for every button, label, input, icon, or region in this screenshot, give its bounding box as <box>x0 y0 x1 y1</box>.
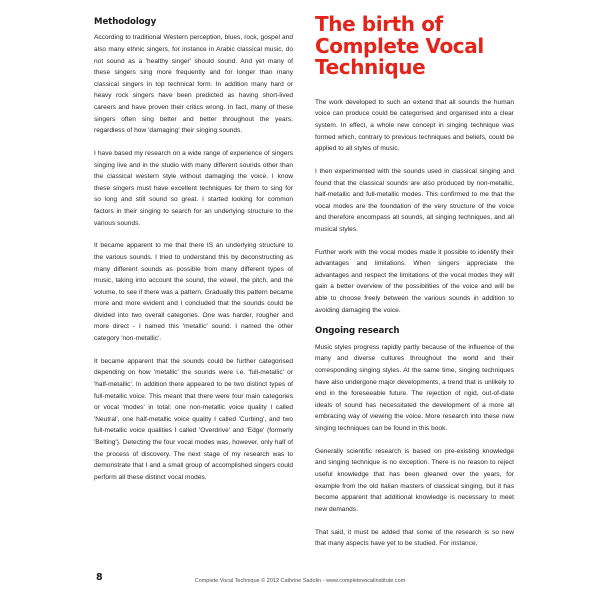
paragraph: Music styles progress rapidly partly because of the influence of the many and diverse cultures throughout the world and their corresponding singing styles. At the same time, singing techniques have also undergone major developments, a trend that is unlikely to end in the foreseeable future. The rejection of rigid, out-of-date ideals of sound has necessitated the development of a more all embracing way of viewing the voice. More research into these new singing techniques can be found in this book. <box>315 343 514 433</box>
paragraph: It became apparent to me that there IS an underlying structure to the various sounds. I tried to understand this by deconstructing as many different sounds as possible from many different types of music, taking into account the sound, the vowel, the pitch, and the volume, to see if there was a pattern. Gradually this pattern became more and more evident and I concluded that the sounds could be divided into two overall categories. One was harder, rougher and more direct - I named this 'metallic' sound. I named the other category 'non-metallic'. <box>94 242 293 343</box>
page-footer <box>0 572 600 592</box>
heading-methodology: Methodology <box>94 17 157 27</box>
page-number: 8 <box>96 572 103 583</box>
right-column <box>315 14 514 550</box>
paragraph: I then experimented with the sounds used in classical singing and found that the classical sounds are also produced by non-metallic, half-metallic and full-metallic modes. This confirmed to me that the vocal modes are the foundation of the very structure of the voice and therefore encompass all sounds, all singing techniques, and all musical styles. <box>315 167 514 233</box>
left-column <box>94 14 293 550</box>
paragraph: According to traditional Western perception, blues, rock, gospel and also many ethnic singers, for instance in Arabic classical music, do not sound as a 'healthy singer' should sound. And yet many of these singers sing more frequently and for longer than many classical singers in top technical form. In addition many hard or heavy rock singers have been predicted as having short-lived careers and have proven their critics wrong. In fact, many of these singers often sing better and better throughout the years, regardless of how 'damaging' their singing sounds. <box>94 34 293 135</box>
paragraph: Generally scientific research is based on pre-existing knowledge and singing technique is no exception. There is no reason to reject useful knowledge that has been gleaned over the years, for example from the old Italian masters of classical singing, but it has become apparent that additional knowledge is necessary to meet new demands. <box>315 447 514 513</box>
footer-credit: Complete Vocal Technique © 2012 Cathrine Sadolin - www.completevocalinstitute.com <box>194 578 406 584</box>
paragraph: The work developed to such an extend that all sounds the human voice can produce could be categorised and organised into a clear system. In effect, a whole new concept in singing technique was formed which, contrary to previous techniques and beliefs, could be applied to all styles of music. <box>315 98 514 153</box>
paragraph: Further work with the vocal modes made it possible to identify their advantages and limitations. When singers appreciate the advantages and respect the limitations of the vocal modes they will gain a better overview of the possibilities of the voice and will be able to choose freely between the various sounds in addition to avoiding damaging the voice. <box>315 248 514 314</box>
paragraph: I have based my research on a wide range of experience of singers singing live and in the studio with many different sounds other than the classical western style without damaging the voice. I know these singers must have excellent techniques for them to sing for so long and still sound so great. I started looking for common factors in their singing to search for an underlying structure to the various sounds. <box>94 149 293 227</box>
paragraph: It became apparent that the sounds could be further categorised depending on how 'metallic' the sounds were i.e. 'full-metallic' or 'half-metallic'. In addition there appeared to be two distinct types of full-metallic voice. This meant that there were four main categories or vocal 'modes' in total: one non-metallic voice quality I called 'Neutral', one half-metallic voice quality I called 'Curbing', and two full-metallic voice qualities I called 'Overdrive' and 'Edge' (formerly 'Belting'). Detecting the four vocal modes was, however, only half of the process of discovery. The next stage of my research was to demonstrate that I and a small group of accomplished singers could perform all these distinct vocal modes. <box>94 357 293 481</box>
page-title: The birth of Complete Vocal Technique <box>315 12 484 80</box>
paragraph: That said, it must be added that some of the research is so new that many aspects have yet to be studied. For instance, <box>315 528 514 548</box>
heading-ongoing-research: Ongoing research <box>315 326 400 337</box>
two-column-body <box>94 14 514 550</box>
